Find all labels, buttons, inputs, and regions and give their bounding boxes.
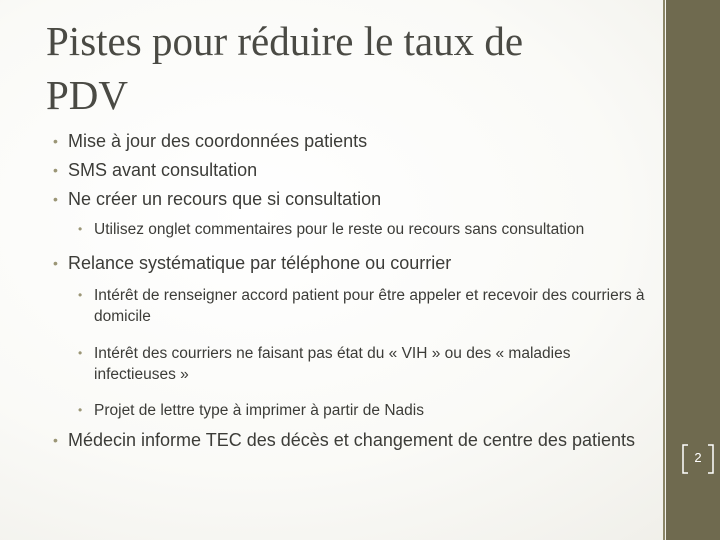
bullet-recours: • Ne créer un recours que si consultation (50, 188, 650, 211)
page-number-badge (680, 443, 716, 475)
title-line-2: PDV (46, 72, 129, 118)
sub-bullet-commentaires: • Utilisez onglet commentaires pour le reste ou recours sans consultation (75, 219, 650, 240)
sub-bullet-courriers-vih: • Intérêt des courriers ne faisant pas état du « VIH » ou des « maladies infectieuses » (75, 343, 650, 385)
title-line-1: Pistes pour réduire le taux de (46, 18, 524, 64)
sub-bullet-lettre-type: • Projet de lettre type à imprimer à partir de Nadis (75, 400, 650, 421)
bullet-coordonnees: • Mise à jour des coordonnées patients (50, 130, 650, 153)
side-divider-line (663, 0, 665, 540)
page-number: 2 (694, 450, 702, 465)
bullet-relance: • Relance systématique par téléphone ou courrier (50, 252, 650, 275)
slide-title (46, 14, 646, 122)
slide-body (50, 130, 650, 462)
sub-bullet-accord-patient: • Intérêt de renseigner accord patient pour être appeler et recevoir des courriers à domicile (75, 285, 650, 327)
bullet-medecin-tec: • Médecin informe TEC des décès et changement de centre des patients (50, 429, 650, 452)
bullet-sms: • SMS avant consultation (50, 159, 650, 182)
